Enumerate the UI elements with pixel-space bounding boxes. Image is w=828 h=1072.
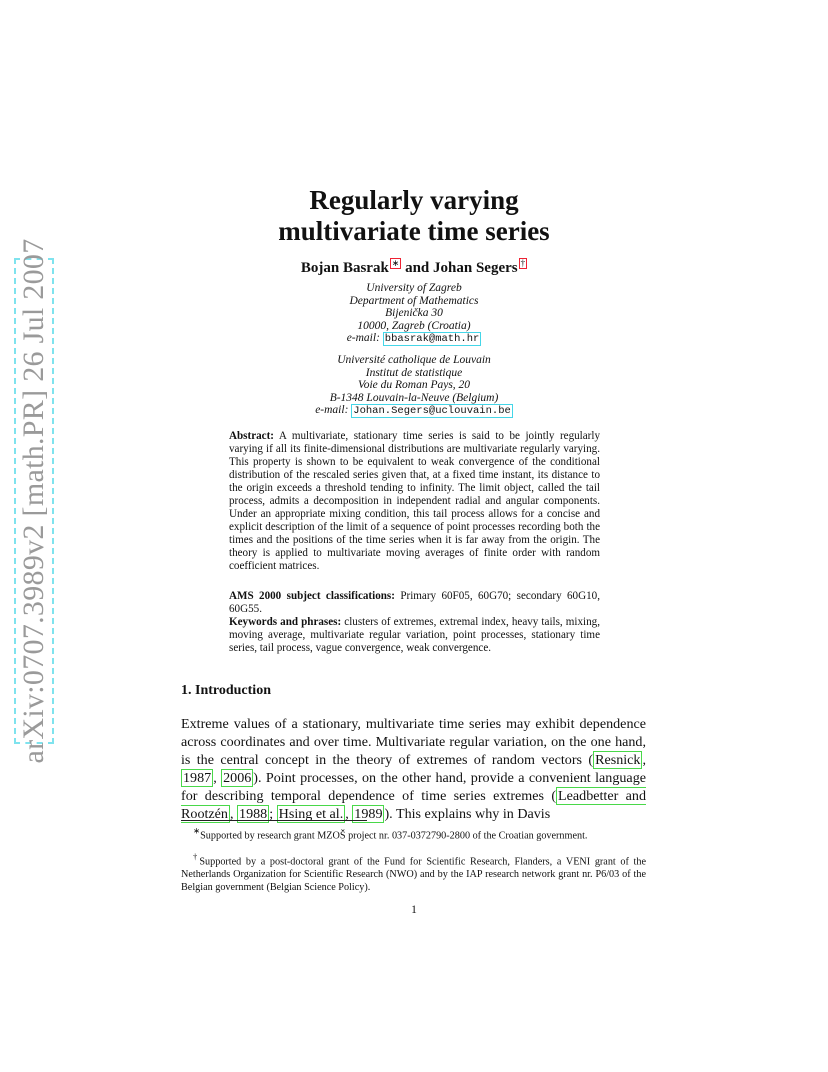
intro-text: ; [269,806,277,822]
abstract-text: A multivariate, stationary time series is said to be jointly regularly varying if all its finite-dimensional distributions are multivariate regularly varying. This property is shown to be equivalent to weak convergence of the conditional distribution of the rescaled series given that, at a fixed time instant, its distance to the origin exceeds a threshold tending to infinity. The limit object, called the tail process, admits a decomposition in independent radial and angular components. Under an appropriate mixing condition, this tail process allows for a concise and explicit description of the limit of a sequence of point processes recording both the times and the positions of the time series when it is far away from the origin. The theory is applied to multivariate moving averages of finite order with random coefficient matrices. [229,430,600,572]
footnote-text: Supported by research grant MZOŠ project nr. 037-0372790-2800 of the Croatian government. [200,830,588,842]
affiliation-line: Institut de statistique [365,366,463,379]
footnote-text: Supported by a post-doctoral grant of the Fund for Scientific Research, Flanders, a VENI grant of the Netherlands Organization for Scientific Research (NWO) and by the IAP research network grant nr. P6/03 of the Belgian government (Belgian Science Policy). [181,856,647,894]
ams-classification [229,590,600,616]
paper-title-line-2: multivariate time series [278,216,550,246]
intro-text: , [229,806,238,822]
intro-text: Extreme values of a stationary, multivariate time series may exhibit dependence across coordinates and over time. Multivariate regular variation, on the one hand, is the central concept in the theory of extremes of random vectors ( [181,716,646,768]
footnote-1 [181,825,646,842]
citation-1987[interactable]: 1987 [183,770,212,786]
intro-text: , [345,806,353,822]
affiliation-line: Voie du Roman Pays, 20 [357,379,471,391]
footnote-link-2[interactable]: † [520,258,526,268]
author-line [0,258,828,277]
affiliation-line: University of Zagreb [366,282,462,294]
affiliation-line: B-1348 Louvain-la-Neuve (Belgium) [329,391,499,404]
intro-text: , [213,770,222,786]
intro-text: , [642,752,646,768]
abstract [229,430,600,573]
affiliation-zagreb [0,282,828,346]
ams-text: Primary 60F05, 60G70; secondary 60G10, 60G55. [229,590,600,615]
citation-leadbetter[interactable]: Leadbetter and Rootzén [181,788,647,822]
keywords [229,616,600,655]
footnote-2 [181,851,646,894]
arxiv-stamp-text: arXiv:0707.3989v2 [math.PR] 26 Jul 2007 [17,238,50,764]
footnote-link-1[interactable]: ∗ [391,258,400,268]
affiliation-line: Université catholique de Louvain [337,354,491,366]
keywords-text: clusters of extremes, extremal index, heavy tails, mixing, moving average, multivariate regular variation, point processes, stationary time series, tail process, vague convergence, weak convergence. [229,616,600,654]
author-basrak: Bojan Basrak [300,260,389,276]
paper-title-line-1: Regularly varying [309,185,519,215]
citation-hsing[interactable]: Hsing et al. [278,806,344,822]
email-label: e-mail: [315,404,349,416]
affiliation-line: Bijenička 30 [385,307,443,319]
section-heading: 1. Introduction [181,683,271,698]
page-number: 1 [411,904,417,916]
author-segers: Johan Segers [433,260,518,276]
citation-resnick[interactable]: Resnick [595,752,641,768]
intro-text: ). This explains why in Davis [384,806,551,822]
intro-paragraph [181,715,646,823]
email-link-basrak[interactable]: bbasrak@math.hr [384,333,480,345]
email-link-segers[interactable]: Johan.Segers@uclouvain.be [353,405,511,417]
abstract-label: Abstract: [229,430,274,442]
ams-label: AMS 2000 subject classifications: [229,590,395,602]
intro-text: ). Point processes, on the other hand, provide a convenient language for describing temporal dependence of time series extremes ( [181,770,646,804]
footnote-rule [181,820,367,821]
citation-2006[interactable]: 2006 [223,770,252,786]
email-label: e-mail: [346,332,380,344]
citation-1988[interactable]: 1988 [239,806,268,822]
email-line [0,404,828,418]
footnote-mark: ∗ [193,826,201,836]
keywords-label: Keywords and phrases: [229,616,342,628]
author-conjunction: and [405,260,430,276]
footnote-mark: † [193,852,200,862]
email-line [0,332,828,346]
affiliation-line: 10000, Zagreb (Croatia) [357,319,471,332]
affiliation-louvain [0,354,828,418]
affiliation-line: Department of Mathematics [349,294,479,307]
citation-1989[interactable]: 1989 [354,806,383,822]
